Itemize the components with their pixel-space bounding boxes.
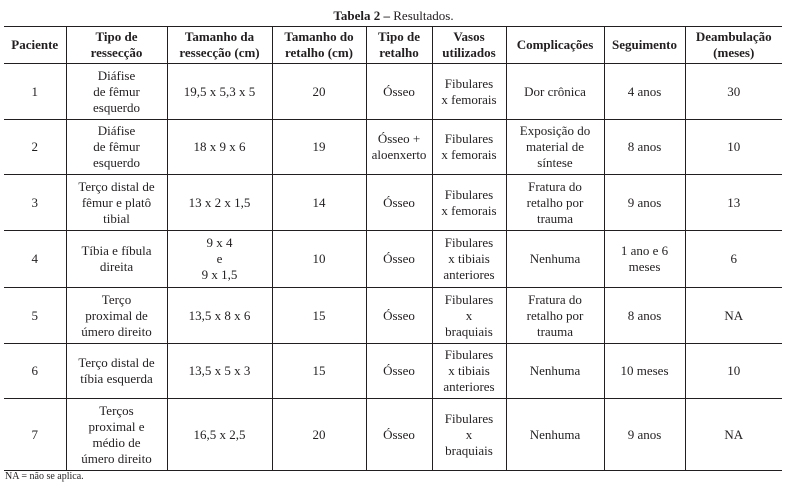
table-row [4,399,782,471]
table-cell [604,64,685,120]
cell-line: 13 x 2 x 1,5 [188,194,251,210]
header-line: Tipo de [95,29,138,44]
table-cell [167,175,272,231]
cell-line: 18 x 9 x 6 [193,139,246,154]
cell-line: de fêmur [93,139,140,154]
cell-line: x [465,426,473,442]
table-cell [685,288,782,344]
header-line: utilizados [442,45,496,60]
table-cell [432,175,506,231]
cell-line: Ósseo [383,307,415,323]
header-line: (meses) [713,45,755,60]
cell-line: 9 anos [627,194,662,210]
header-line: Tamanho da [184,29,255,44]
cell-line: Fratura do [528,291,582,307]
cell-line: x [465,307,473,323]
table-cell [66,288,167,344]
cell-line: úmero direito [81,323,152,339]
cell-line: Fibulares [444,75,494,91]
cell-line: NA [724,426,744,442]
results-table [4,26,782,471]
table-cell [272,288,366,344]
table-cell [506,64,604,120]
cell-line: x femorais [441,202,497,218]
cell-line: síntese [537,155,573,170]
table-cell [167,64,272,120]
table-body [4,64,782,471]
cell-line: 13,5 x 5 x 3 [188,363,251,378]
table-cell [4,288,66,344]
cell-line: material de [525,139,585,154]
table-cell [66,231,167,288]
cell-line: 5 [31,307,38,323]
table-cell [432,120,506,175]
table-cell [167,399,272,471]
cell-line: Nenhuma [529,251,581,266]
column-header [272,27,366,64]
cell-line: médio de [92,434,141,450]
cell-line: 9 anos [627,426,662,442]
table-cell [685,231,782,288]
cell-line: trauma [536,323,574,339]
cell-line: 15 [312,307,326,323]
cell-line: proximal e [88,418,145,434]
cell-line: 8 anos [627,139,662,154]
cell-line: 1 ano e 6 [620,243,669,258]
cell-line: Fibulares [444,410,494,426]
cell-line: Nenhuma [529,363,581,378]
cell-line: Ósseo [383,194,415,210]
cell-line: Fibulares [444,186,494,202]
table-cell [272,120,366,175]
cell-line: Terço distal de [78,355,155,370]
table-cell [272,399,366,471]
cell-line: 6 [31,363,38,378]
cell-line: x femorais [441,147,497,162]
cell-line: Ósseo [383,426,415,442]
table-cell [432,399,506,471]
cell-line: Diáfise [97,123,136,138]
cell-line: trauma [536,210,574,226]
table-cell [366,399,432,471]
table-cell [604,120,685,175]
table-cell [66,64,167,120]
cell-line: 15 [312,363,326,378]
cell-line: Terço [101,291,132,307]
table-cell [685,175,782,231]
table-cell [167,344,272,399]
cell-line: anteriores [443,267,495,282]
table-cell [366,64,432,120]
caption-title: Resultados. [393,8,454,23]
table-cell [685,64,782,120]
cell-line: Nenhuma [529,426,581,442]
cell-line: 6 [730,251,737,266]
cell-line: Fibulares [444,347,494,362]
cell-line: Diáfise [97,67,136,83]
cell-line: 4 [31,251,38,266]
table-cell [272,344,366,399]
cell-line: aloenxerto [371,147,427,162]
table-cell [272,231,366,288]
cell-line: fêmur e platô [81,194,152,210]
table-cell [4,399,66,471]
table-cell [506,288,604,344]
table-cell [506,344,604,399]
cell-line: úmero direito [81,450,152,466]
table-cell [604,231,685,288]
table-cell [604,175,685,231]
cell-line: tibial [103,210,130,226]
cell-line: Ósseo [383,83,415,99]
table-cell [506,175,604,231]
cell-line: Terço distal de [78,178,155,194]
cell-line: Dor crônica [524,83,586,99]
table-row [4,64,782,120]
cell-line: 10 [312,251,326,266]
header-line: Tipo de [377,29,421,44]
cell-line: anteriores [443,379,495,394]
cell-line: 9 x 1,5 [201,267,238,282]
cell-line: 7 [31,426,38,442]
column-header [506,27,604,64]
table-cell [366,231,432,288]
header-line: retalho [379,45,419,60]
header-line: Deambulação [695,29,772,44]
cell-line: 8 anos [627,307,662,323]
header-line: Paciente [11,37,59,52]
column-header [366,27,432,64]
cell-line: 3 [31,194,38,210]
header-line: ressecção (cm) [179,45,260,60]
table-cell [366,175,432,231]
cell-line: x tibiais [448,363,490,378]
cell-line: 13 [727,194,741,210]
table-cell [604,344,685,399]
cell-line: x tibiais [448,251,490,266]
cell-line: tíbia esquerda [80,371,153,386]
table-cell [604,399,685,471]
cell-line: Fibulares [444,235,494,250]
cell-line: 19 [312,139,326,154]
table-cell [506,399,604,471]
cell-line: Fibulares [444,131,494,146]
table-cell [66,175,167,231]
cell-line: braquiais [445,323,493,339]
cell-line: 20 [312,83,326,99]
cell-line: braquiais [445,442,493,458]
table-cell [366,120,432,175]
table-caption [0,8,787,23]
cell-line: e [216,251,223,266]
table-cell [685,120,782,175]
column-header [685,27,782,64]
table-cell [432,288,506,344]
table-row [4,231,782,288]
cell-line: Terços [99,402,134,418]
column-header [66,27,167,64]
table-cell [366,344,432,399]
cell-line: direita [99,259,134,274]
cell-line: 1 [31,83,38,99]
cell-line: Tíbia e fíbula [81,243,152,258]
table-cell [66,399,167,471]
table-footnote: NA = não se aplica. [5,471,84,482]
cell-line: NA [724,307,744,323]
cell-line: Fibulares [444,291,494,307]
cell-line: meses [628,259,661,274]
table-cell [167,288,272,344]
cell-line: Ósseo [383,251,415,266]
cell-line: 9 x 4 [206,235,233,250]
cell-line: x femorais [441,91,497,107]
cell-line: 14 [312,194,326,210]
table-cell [4,175,66,231]
header-line: ressecção [90,45,143,60]
table-row [4,288,782,344]
column-header [432,27,506,64]
table-row [4,175,782,231]
cell-line: esquerdo [93,155,140,170]
cell-line: de fêmur [93,83,140,99]
table-cell [604,288,685,344]
cell-line: 10 [727,363,741,378]
header-line: Complicações [516,37,594,52]
table-cell [685,344,782,399]
cell-line: 19,5 x 5,3 x 5 [183,83,256,99]
column-header [604,27,685,64]
cell-line: retalho por [526,194,584,210]
header-line: Vasos [453,29,485,44]
table-cell [432,231,506,288]
cell-line: esquerdo [93,99,140,115]
table-cell [506,120,604,175]
table-cell [432,344,506,399]
table-cell [167,231,272,288]
header-line: retalho (cm) [285,45,353,60]
cell-line: 30 [727,83,741,99]
table-header-row [4,27,782,64]
table-cell [272,64,366,120]
table-cell [4,64,66,120]
cell-line: Exposição do [519,123,591,138]
cell-line: Ósseo [383,363,415,378]
header-line: Seguimento [612,37,677,52]
cell-line: 2 [31,139,38,154]
table-row [4,344,782,399]
table-cell [366,288,432,344]
cell-line: 20 [312,426,326,442]
column-header [167,27,272,64]
cell-line: Fratura do [528,178,582,194]
table-cell [272,175,366,231]
cell-line: retalho por [526,307,584,323]
table-cell [167,120,272,175]
table-cell [66,344,167,399]
table-cell [4,231,66,288]
cell-line: 10 meses [620,363,669,378]
caption-label: Tabela 2 – [333,8,391,23]
cell-line: Ósseo + [377,131,421,146]
column-header [4,27,66,64]
cell-line: 10 [727,139,741,154]
table-cell [506,231,604,288]
cell-line: 16,5 x 2,5 [193,426,246,442]
header-line: Tamanho do [284,29,354,44]
table-cell [685,399,782,471]
table-row [4,120,782,175]
cell-line: 4 anos [627,83,662,99]
table-cell [66,120,167,175]
table-cell [4,120,66,175]
table-cell [4,344,66,399]
cell-line: proximal de [85,307,148,323]
table-cell [432,64,506,120]
cell-line: 13,5 x 8 x 6 [188,307,251,323]
